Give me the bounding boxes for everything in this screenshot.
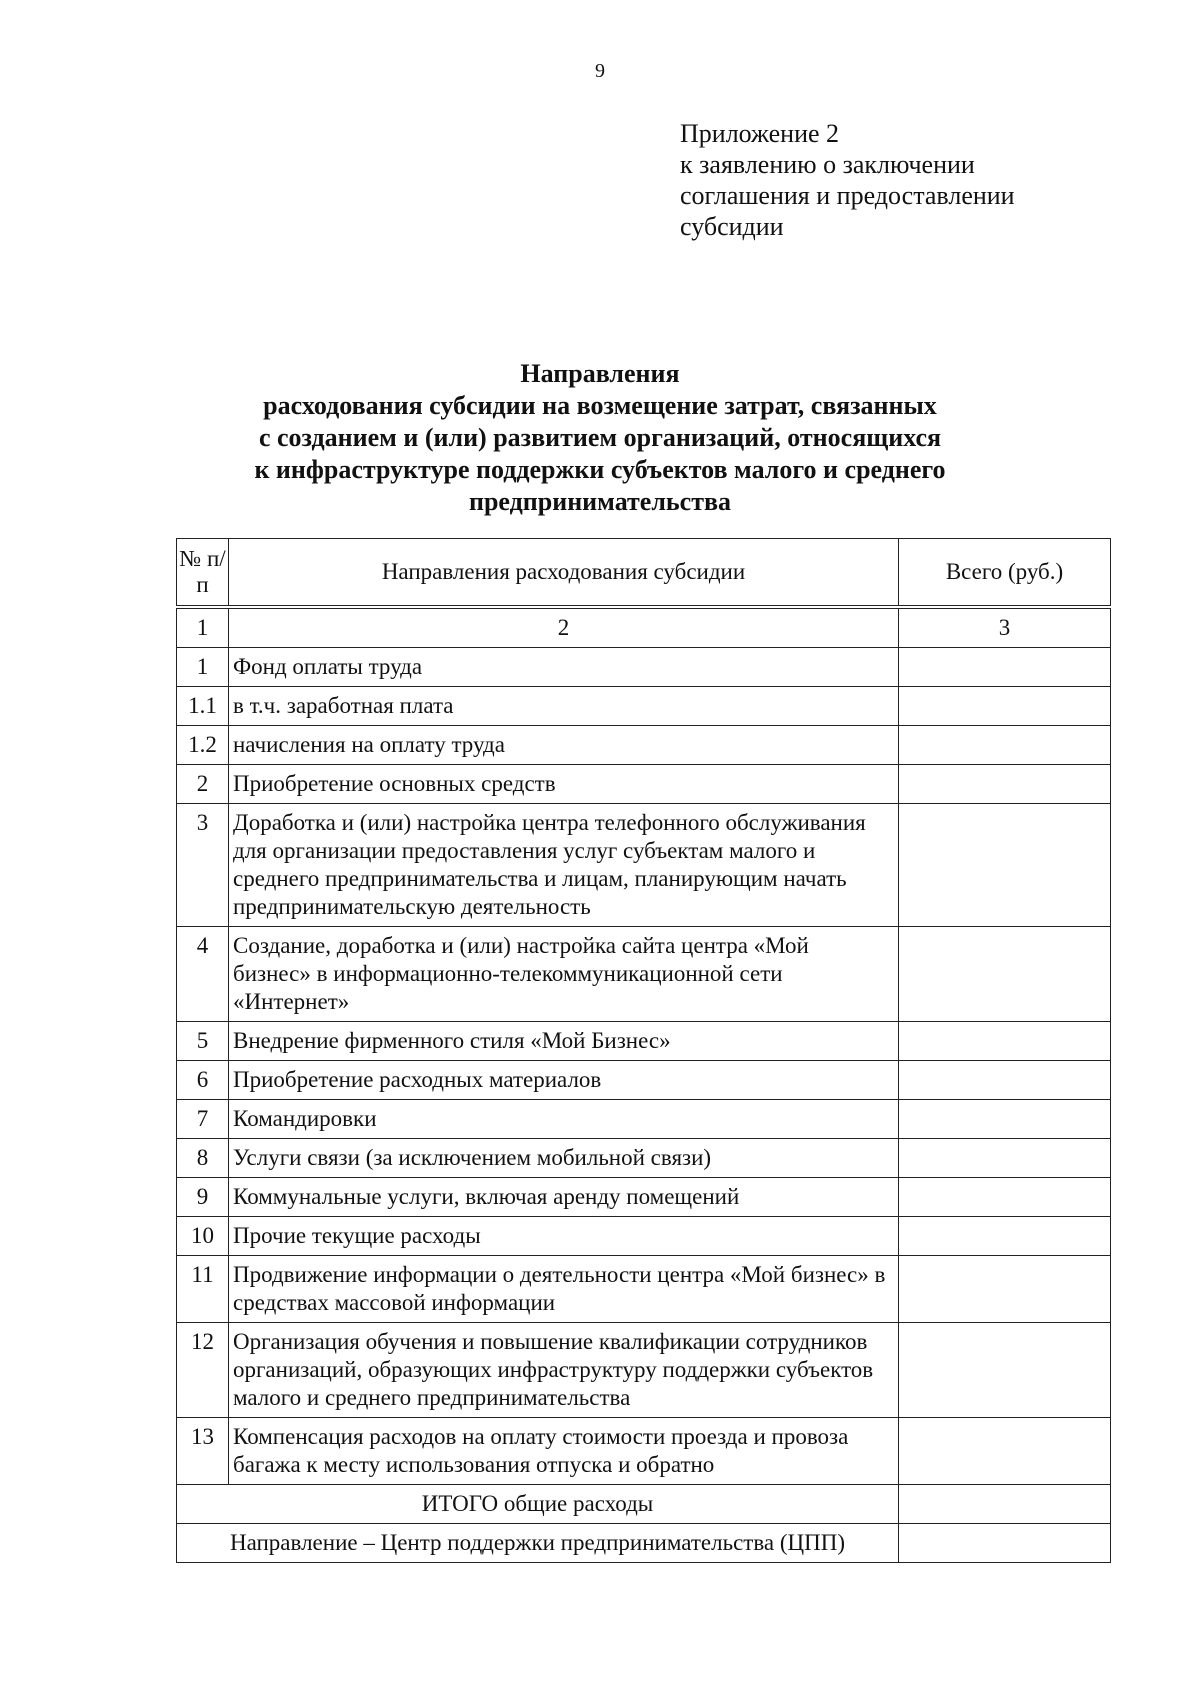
row-total	[899, 1323, 1111, 1418]
row-total	[899, 1256, 1111, 1323]
appendix-line: к заявлению о заключении	[680, 150, 975, 179]
row-number: 13	[177, 1418, 229, 1485]
table-row	[177, 648, 1111, 687]
title-line: Направления	[520, 359, 680, 388]
appendix-note	[680, 118, 1015, 242]
table-row	[177, 1217, 1111, 1256]
table-header-row	[177, 539, 1111, 608]
table-row	[177, 687, 1111, 726]
table-row	[177, 1178, 1111, 1217]
appendix-line: Приложение 2	[680, 119, 840, 148]
row-direction: Доработка и (или) настройка центра телефонного обслуживания для организации предоставления услуг субъектам малого и среднего предпринимательства и лицам, планирующим начать предпринимательскую деятельность	[229, 804, 899, 927]
title-line: предпринимательства	[468, 487, 732, 516]
row-direction: Командировки	[229, 1100, 899, 1139]
row-direction: Создание, доработка и (или) настройка сайта центра «Мой бизнес» в информационно-телекоммуникационной сети «Интернет»	[229, 927, 899, 1022]
summary-total	[899, 1524, 1111, 1563]
row-total	[899, 804, 1111, 927]
table-row	[177, 765, 1111, 804]
row-direction: Фонд оплаты труда	[229, 648, 899, 687]
column-index-row	[177, 607, 1111, 648]
summary-row	[177, 1524, 1111, 1563]
row-total	[899, 1061, 1111, 1100]
table-row	[177, 1061, 1111, 1100]
column-index: 2	[229, 607, 899, 648]
table-row	[177, 804, 1111, 927]
title-line: с созданием и (или) развитием организаций, относящихся	[258, 423, 942, 452]
header-direction: Направления расходования субсидии	[229, 539, 899, 608]
summary-label: Направление – Центр поддержки предпринимательства (ЦПП)	[177, 1524, 899, 1563]
row-number: 7	[177, 1100, 229, 1139]
row-number: 10	[177, 1217, 229, 1256]
table-row	[177, 1139, 1111, 1178]
row-direction: Коммунальные услуги, включая аренду помещений	[229, 1178, 899, 1217]
row-direction: начисления на оплату труда	[229, 726, 899, 765]
header-number: № п/п	[177, 539, 229, 608]
row-number: 8	[177, 1139, 229, 1178]
row-total	[899, 1139, 1111, 1178]
row-total	[899, 1022, 1111, 1061]
header-total: Всего (руб.)	[899, 539, 1111, 608]
table-row	[177, 1418, 1111, 1485]
row-number: 9	[177, 1178, 229, 1217]
page-number: 9	[595, 60, 605, 82]
row-direction: Компенсация расходов на оплату стоимости проезда и провоза багажа к месту использования отпуска и обратно	[229, 1418, 899, 1485]
row-direction: Продвижение информации о деятельности центра «Мой бизнес» в средствах массовой информации	[229, 1256, 899, 1323]
row-total	[899, 1418, 1111, 1485]
summary-total	[899, 1485, 1111, 1524]
column-index: 3	[899, 607, 1111, 648]
title-line: расходования субсидии на возмещение затрат, связанных	[263, 391, 937, 420]
row-total	[899, 687, 1111, 726]
row-total	[899, 726, 1111, 765]
table-row	[177, 726, 1111, 765]
row-direction: Услуги связи (за исключением мобильной связи)	[229, 1139, 899, 1178]
appendix-line: соглашения и предоставлении	[680, 181, 1015, 210]
row-number: 1	[177, 648, 229, 687]
row-direction: в т.ч. заработная плата	[229, 687, 899, 726]
title-line: к инфраструктуре поддержки субъектов малого и среднего	[254, 455, 946, 484]
row-total	[899, 648, 1111, 687]
summary-label: ИТОГО общие расходы	[177, 1485, 899, 1524]
expenses-table	[176, 538, 1111, 1563]
row-total	[899, 927, 1111, 1022]
appendix-line: субсидии	[680, 212, 784, 241]
document-title	[0, 358, 1200, 518]
table-row	[177, 927, 1111, 1022]
table-row	[177, 1323, 1111, 1418]
row-number: 6	[177, 1061, 229, 1100]
expenses-table-body	[177, 539, 1111, 1563]
row-direction: Внедрение фирменного стиля «Мой Бизнес»	[229, 1022, 899, 1061]
row-direction: Организация обучения и повышение квалификации сотрудников организаций, образующих инфраструктуру поддержки субъектов малого и среднего предпринимательства	[229, 1323, 899, 1418]
row-total	[899, 1100, 1111, 1139]
row-total	[899, 765, 1111, 804]
row-number: 12	[177, 1323, 229, 1418]
row-number: 3	[177, 804, 229, 927]
table-row	[177, 1022, 1111, 1061]
row-number: 1.2	[177, 726, 229, 765]
row-number: 1.1	[177, 687, 229, 726]
summary-row	[177, 1485, 1111, 1524]
row-total	[899, 1217, 1111, 1256]
table-row	[177, 1100, 1111, 1139]
row-number: 2	[177, 765, 229, 804]
row-direction: Приобретение расходных материалов	[229, 1061, 899, 1100]
row-number: 4	[177, 927, 229, 1022]
row-total	[899, 1178, 1111, 1217]
row-direction: Приобретение основных средств	[229, 765, 899, 804]
row-direction: Прочие текущие расходы	[229, 1217, 899, 1256]
column-index: 1	[177, 607, 229, 648]
table-row	[177, 1256, 1111, 1323]
row-number: 5	[177, 1022, 229, 1061]
row-number: 11	[177, 1256, 229, 1323]
